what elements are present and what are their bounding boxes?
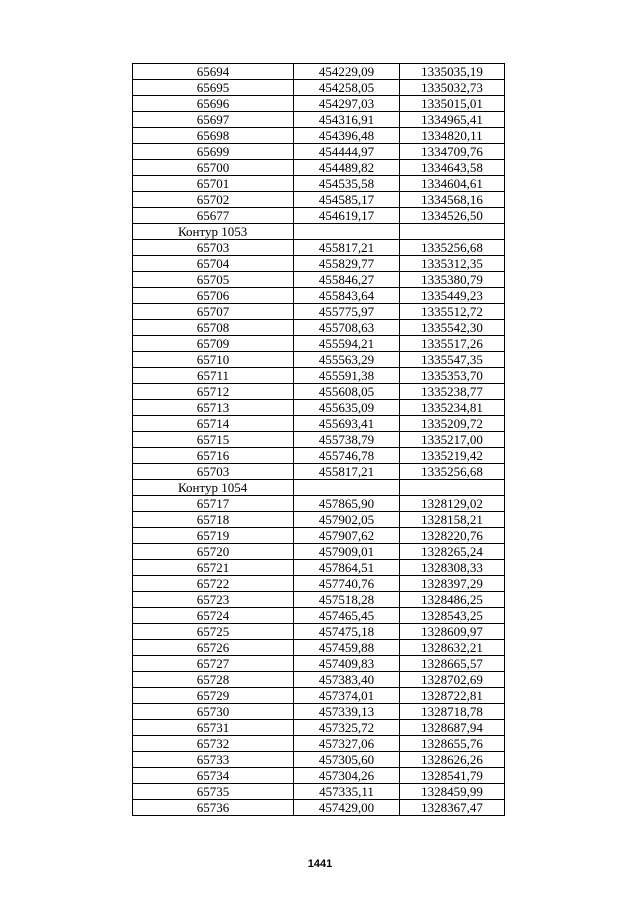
point-id-cell: 65712 [133, 384, 294, 400]
table-row [133, 160, 505, 176]
point-id-cell: 65709 [133, 336, 294, 352]
y-coordinate-cell: 1328665,57 [400, 656, 505, 672]
table-row [133, 784, 505, 800]
y-coordinate-cell: 1335035,19 [400, 64, 505, 80]
y-coordinate-cell: 1335219,42 [400, 448, 505, 464]
empty-cell [294, 224, 400, 240]
x-coordinate-cell: 454229,09 [294, 64, 400, 80]
table-row [133, 112, 505, 128]
table-row [133, 624, 505, 640]
table-row [133, 96, 505, 112]
point-id-cell: 65721 [133, 560, 294, 576]
x-coordinate-cell: 455817,21 [294, 240, 400, 256]
y-coordinate-cell: 1328397,29 [400, 576, 505, 592]
x-coordinate-cell: 454489,82 [294, 160, 400, 176]
y-coordinate-cell: 1328220,76 [400, 528, 505, 544]
table-row [133, 400, 505, 416]
point-id-cell: 65694 [133, 64, 294, 80]
table-row [133, 736, 505, 752]
y-coordinate-cell: 1335209,72 [400, 416, 505, 432]
table-row [133, 80, 505, 96]
point-id-cell: 65723 [133, 592, 294, 608]
point-id-cell: 65716 [133, 448, 294, 464]
y-coordinate-cell: 1328308,33 [400, 560, 505, 576]
point-id-cell: 65727 [133, 656, 294, 672]
x-coordinate-cell: 454297,03 [294, 96, 400, 112]
x-coordinate-cell: 455591,38 [294, 368, 400, 384]
y-coordinate-cell: 1328702,69 [400, 672, 505, 688]
point-id-cell: 65706 [133, 288, 294, 304]
x-coordinate-cell: 455738,79 [294, 432, 400, 448]
empty-cell [400, 224, 505, 240]
table-row [133, 800, 505, 816]
x-coordinate-cell: 455846,27 [294, 272, 400, 288]
y-coordinate-cell: 1328722,81 [400, 688, 505, 704]
point-id-cell: 65731 [133, 720, 294, 736]
point-id-cell: 65704 [133, 256, 294, 272]
y-coordinate-cell: 1335547,35 [400, 352, 505, 368]
point-id-cell: 65724 [133, 608, 294, 624]
point-id-cell: 65702 [133, 192, 294, 208]
x-coordinate-cell: 455608,05 [294, 384, 400, 400]
x-coordinate-cell: 455563,29 [294, 352, 400, 368]
x-coordinate-cell: 457459,88 [294, 640, 400, 656]
x-coordinate-cell: 455635,09 [294, 400, 400, 416]
x-coordinate-cell: 455708,63 [294, 320, 400, 336]
table-row [133, 544, 505, 560]
x-coordinate-cell: 455746,78 [294, 448, 400, 464]
x-coordinate-cell: 457325,72 [294, 720, 400, 736]
point-id-cell: 65729 [133, 688, 294, 704]
x-coordinate-cell: 454258,05 [294, 80, 400, 96]
point-id-cell: 65696 [133, 96, 294, 112]
x-coordinate-cell: 457475,18 [294, 624, 400, 640]
y-coordinate-cell: 1328626,26 [400, 752, 505, 768]
x-coordinate-cell: 454444,97 [294, 144, 400, 160]
point-id-cell: 65735 [133, 784, 294, 800]
table-row [133, 368, 505, 384]
table-row [133, 592, 505, 608]
table-row [133, 352, 505, 368]
y-coordinate-cell: 1334568,16 [400, 192, 505, 208]
table-row [133, 752, 505, 768]
y-coordinate-cell: 1335217,00 [400, 432, 505, 448]
y-coordinate-cell: 1335238,77 [400, 384, 505, 400]
table-row [133, 576, 505, 592]
point-id-cell: 65710 [133, 352, 294, 368]
table-row [133, 272, 505, 288]
y-coordinate-cell: 1328129,02 [400, 496, 505, 512]
point-id-cell: 65700 [133, 160, 294, 176]
table-row [133, 656, 505, 672]
point-id-cell: 65713 [133, 400, 294, 416]
x-coordinate-cell: 455693,41 [294, 416, 400, 432]
point-id-cell: 65701 [133, 176, 294, 192]
point-id-cell: 65734 [133, 768, 294, 784]
point-id-cell: 65730 [133, 704, 294, 720]
x-coordinate-cell: 457864,51 [294, 560, 400, 576]
coordinate-table [132, 63, 505, 816]
x-coordinate-cell: 454316,91 [294, 112, 400, 128]
y-coordinate-cell: 1335234,81 [400, 400, 505, 416]
y-coordinate-cell: 1328367,47 [400, 800, 505, 816]
point-id-cell: 65677 [133, 208, 294, 224]
table-row [133, 288, 505, 304]
x-coordinate-cell: 457902,05 [294, 512, 400, 528]
empty-cell [400, 480, 505, 496]
y-coordinate-cell: 1334526,50 [400, 208, 505, 224]
table-row [133, 432, 505, 448]
point-id-cell: 65707 [133, 304, 294, 320]
table-row [133, 144, 505, 160]
x-coordinate-cell: 457327,06 [294, 736, 400, 752]
y-coordinate-cell: 1334709,76 [400, 144, 505, 160]
point-id-cell: 65708 [133, 320, 294, 336]
x-coordinate-cell: 457374,01 [294, 688, 400, 704]
y-coordinate-cell: 1335512,72 [400, 304, 505, 320]
y-coordinate-cell: 1335380,79 [400, 272, 505, 288]
point-id-cell: 65705 [133, 272, 294, 288]
coordinate-table-body [133, 64, 505, 816]
point-id-cell: 65697 [133, 112, 294, 128]
table-row [133, 336, 505, 352]
y-coordinate-cell: 1328632,21 [400, 640, 505, 656]
x-coordinate-cell: 457465,45 [294, 608, 400, 624]
x-coordinate-cell: 457740,76 [294, 576, 400, 592]
table-row [133, 640, 505, 656]
table-row [133, 720, 505, 736]
table-row [133, 768, 505, 784]
point-id-cell: 65718 [133, 512, 294, 528]
point-id-cell: 65715 [133, 432, 294, 448]
page-number: 1441 [307, 858, 333, 870]
y-coordinate-cell: 1334965,41 [400, 112, 505, 128]
table-row [133, 320, 505, 336]
y-coordinate-cell: 1328718,78 [400, 704, 505, 720]
point-id-cell: 65736 [133, 800, 294, 816]
table-row [133, 448, 505, 464]
x-coordinate-cell: 457909,01 [294, 544, 400, 560]
table-row [133, 304, 505, 320]
table-row [133, 192, 505, 208]
x-coordinate-cell: 457304,26 [294, 768, 400, 784]
table-row [133, 176, 505, 192]
table-row [133, 464, 505, 480]
point-id-cell: 65703 [133, 464, 294, 480]
point-id-cell: 65725 [133, 624, 294, 640]
point-id-cell: 65726 [133, 640, 294, 656]
table-row [133, 608, 505, 624]
table-row [133, 528, 505, 544]
x-coordinate-cell: 457518,28 [294, 592, 400, 608]
x-coordinate-cell: 457865,90 [294, 496, 400, 512]
point-id-cell: 65695 [133, 80, 294, 96]
x-coordinate-cell: 457339,13 [294, 704, 400, 720]
y-coordinate-cell: 1328543,25 [400, 608, 505, 624]
x-coordinate-cell: 454396,48 [294, 128, 400, 144]
y-coordinate-cell: 1334604,61 [400, 176, 505, 192]
empty-cell [294, 480, 400, 496]
point-id-cell: 65722 [133, 576, 294, 592]
table-row [133, 240, 505, 256]
point-id-cell: 65698 [133, 128, 294, 144]
x-coordinate-cell: 457907,62 [294, 528, 400, 544]
contour-label: Контур 1053 [133, 224, 294, 240]
table-row [133, 384, 505, 400]
contour-header-row [133, 480, 505, 496]
table-row [133, 128, 505, 144]
y-coordinate-cell: 1335015,01 [400, 96, 505, 112]
point-id-cell: 65719 [133, 528, 294, 544]
table-row [133, 704, 505, 720]
x-coordinate-cell: 457383,40 [294, 672, 400, 688]
y-coordinate-cell: 1328687,94 [400, 720, 505, 736]
y-coordinate-cell: 1328655,76 [400, 736, 505, 752]
table-row [133, 208, 505, 224]
y-coordinate-cell: 1335312,35 [400, 256, 505, 272]
y-coordinate-cell: 1328486,25 [400, 592, 505, 608]
y-coordinate-cell: 1328158,21 [400, 512, 505, 528]
table-row [133, 416, 505, 432]
point-id-cell: 65732 [133, 736, 294, 752]
y-coordinate-cell: 1335353,70 [400, 368, 505, 384]
x-coordinate-cell: 457335,11 [294, 784, 400, 800]
point-id-cell: 65703 [133, 240, 294, 256]
x-coordinate-cell: 454619,17 [294, 208, 400, 224]
point-id-cell: 65717 [133, 496, 294, 512]
table-row [133, 512, 505, 528]
contour-header-row [133, 224, 505, 240]
y-coordinate-cell: 1335256,68 [400, 464, 505, 480]
x-coordinate-cell: 455775,97 [294, 304, 400, 320]
table-row [133, 672, 505, 688]
contour-label: Контур 1054 [133, 480, 294, 496]
point-id-cell: 65711 [133, 368, 294, 384]
table-row [133, 560, 505, 576]
table-row [133, 256, 505, 272]
y-coordinate-cell: 1335256,68 [400, 240, 505, 256]
point-id-cell: 65728 [133, 672, 294, 688]
y-coordinate-cell: 1328541,79 [400, 768, 505, 784]
y-coordinate-cell: 1334820,11 [400, 128, 505, 144]
x-coordinate-cell: 455843,64 [294, 288, 400, 304]
y-coordinate-cell: 1328265,24 [400, 544, 505, 560]
point-id-cell: 65733 [133, 752, 294, 768]
y-coordinate-cell: 1328459,99 [400, 784, 505, 800]
y-coordinate-cell: 1335542,30 [400, 320, 505, 336]
x-coordinate-cell: 455817,21 [294, 464, 400, 480]
x-coordinate-cell: 457305,60 [294, 752, 400, 768]
x-coordinate-cell: 455829,77 [294, 256, 400, 272]
y-coordinate-cell: 1335032,73 [400, 80, 505, 96]
x-coordinate-cell: 454535,58 [294, 176, 400, 192]
point-id-cell: 65699 [133, 144, 294, 160]
x-coordinate-cell: 457409,83 [294, 656, 400, 672]
x-coordinate-cell: 457429,00 [294, 800, 400, 816]
table-row [133, 64, 505, 80]
point-id-cell: 65714 [133, 416, 294, 432]
x-coordinate-cell: 454585,17 [294, 192, 400, 208]
x-coordinate-cell: 455594,21 [294, 336, 400, 352]
point-id-cell: 65720 [133, 544, 294, 560]
y-coordinate-cell: 1328609,97 [400, 624, 505, 640]
y-coordinate-cell: 1335517,26 [400, 336, 505, 352]
table-row [133, 496, 505, 512]
table-row [133, 688, 505, 704]
y-coordinate-cell: 1335449,23 [400, 288, 505, 304]
y-coordinate-cell: 1334643,58 [400, 160, 505, 176]
